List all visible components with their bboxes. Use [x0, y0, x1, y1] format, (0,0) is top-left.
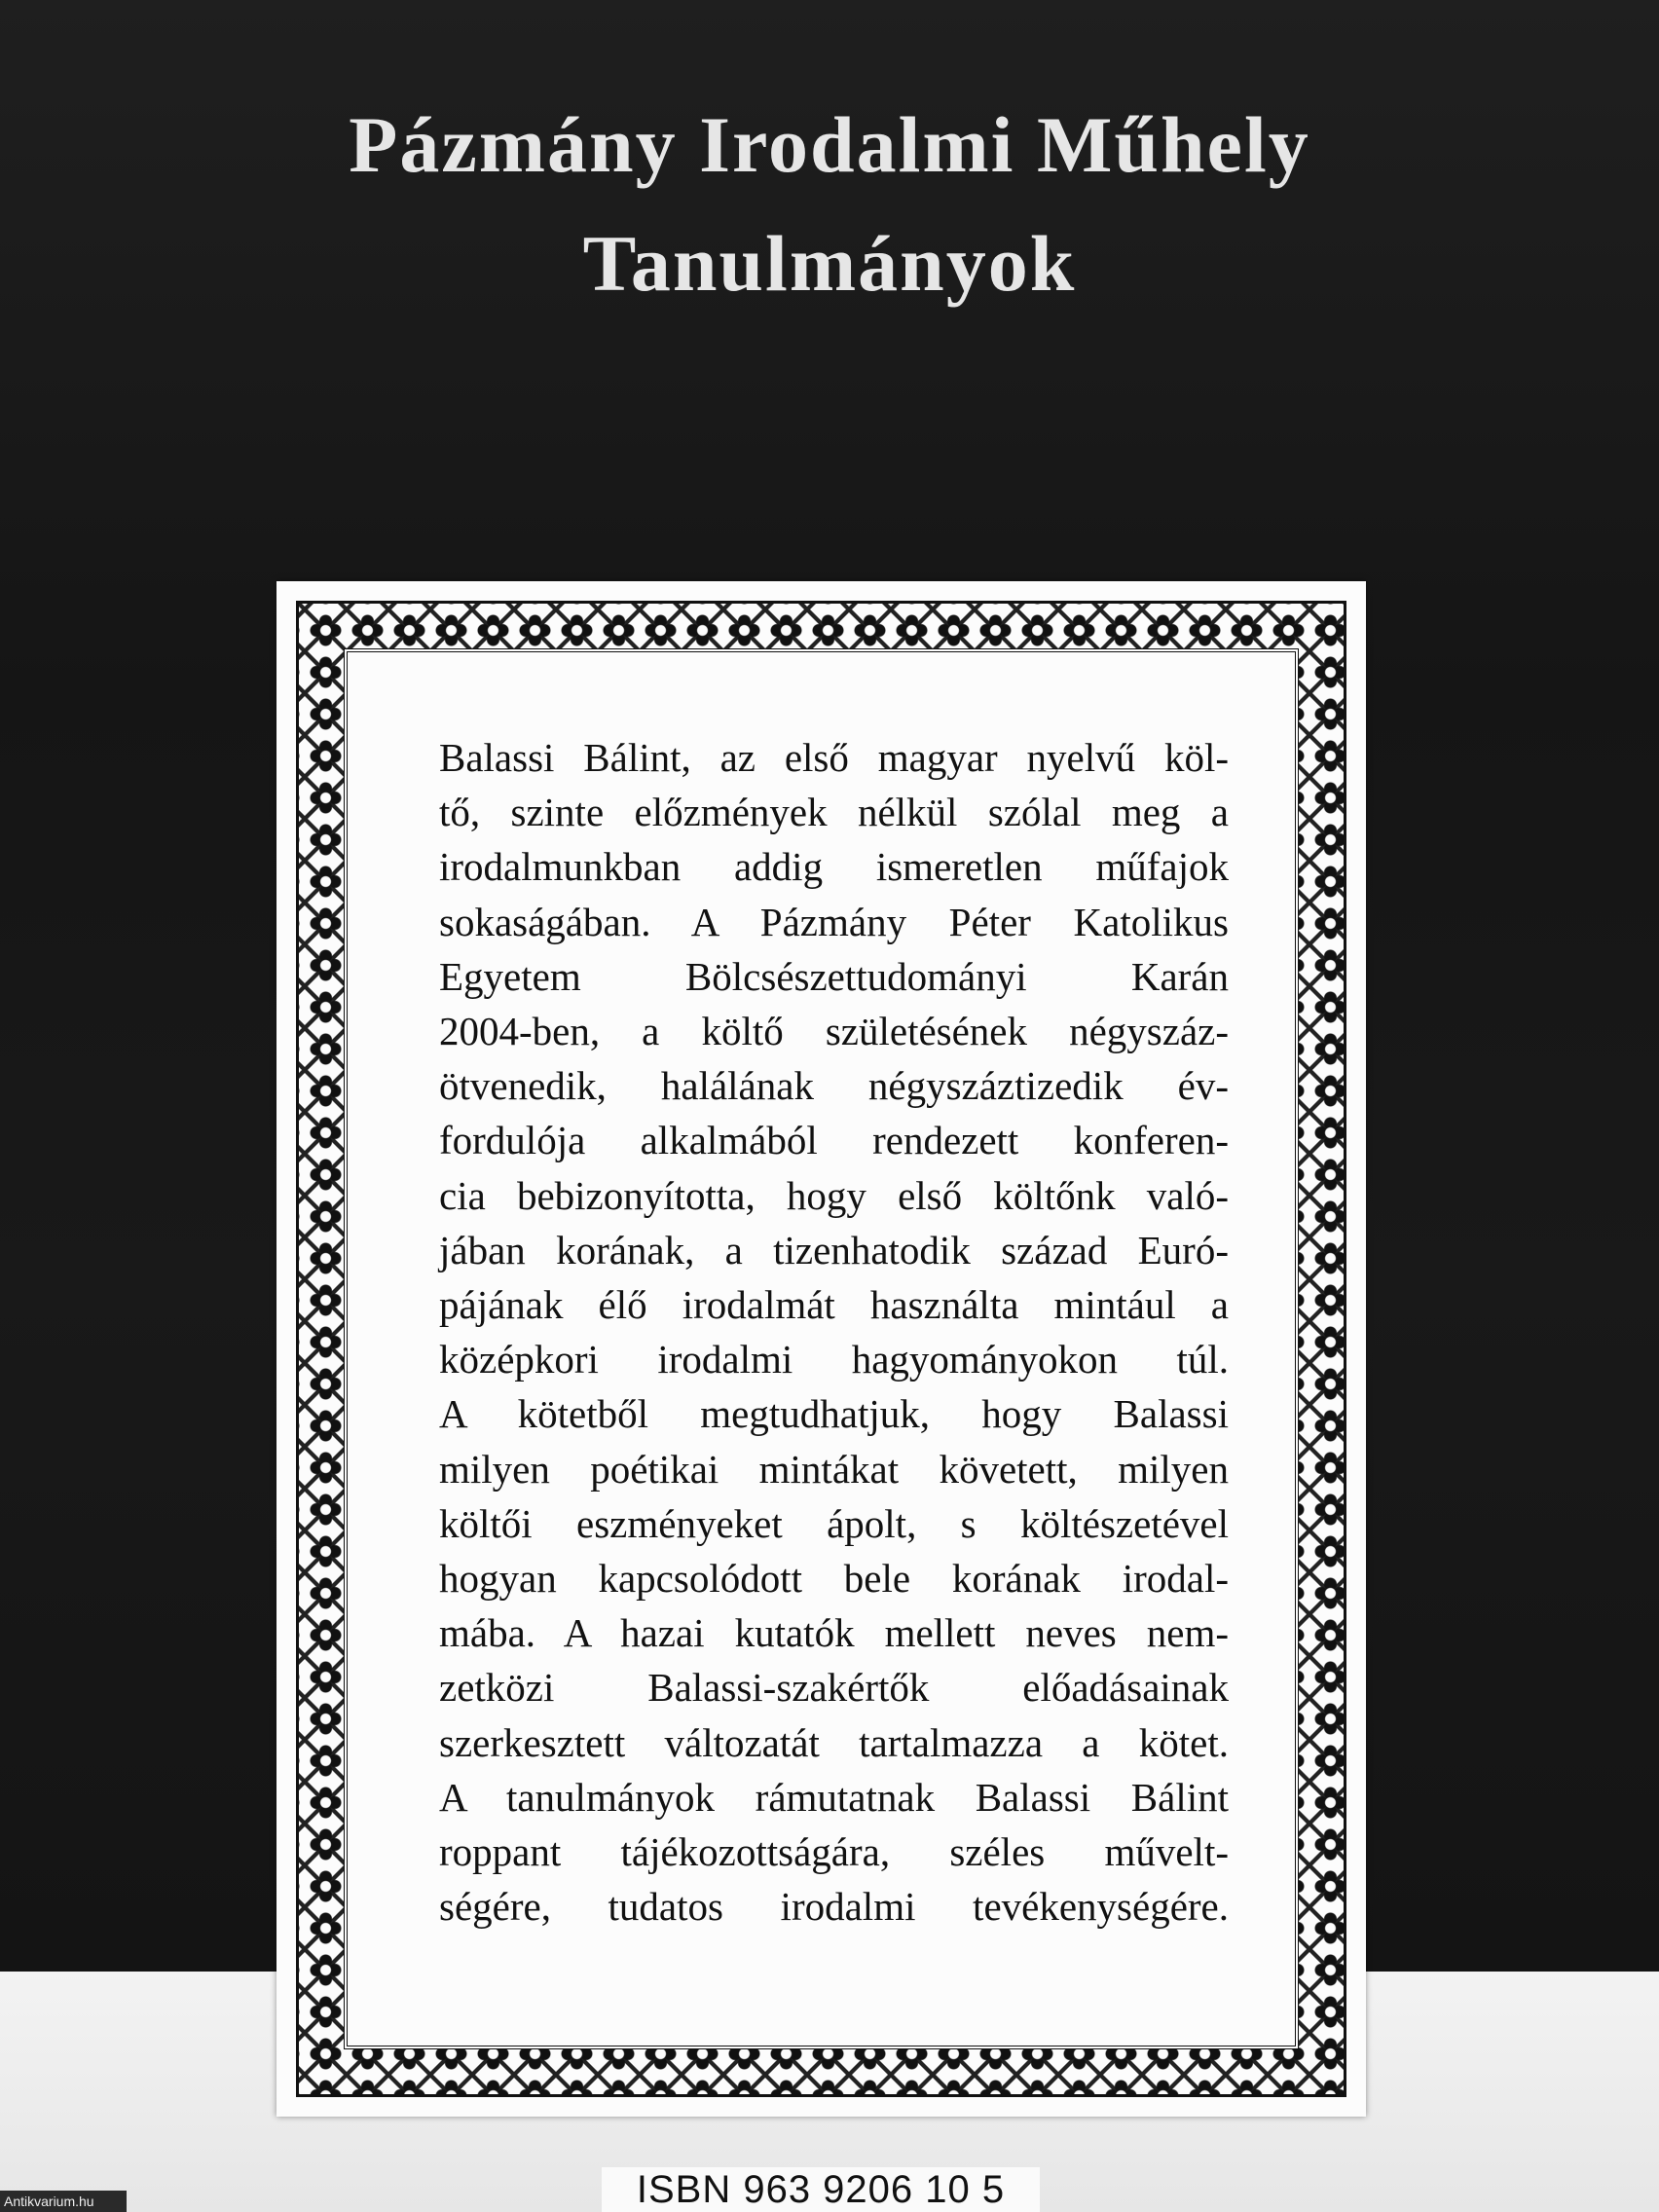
- blurb-panel: [276, 581, 1366, 2117]
- blurb-line: zetközi Balassi-szakértők előadásainak: [439, 1665, 1229, 1711]
- blurb-line: roppant tájékozottságára, széles művelt-: [439, 1829, 1229, 1875]
- blurb-line: tő, szinte előzmények nélkül szólal meg a: [439, 790, 1229, 835]
- blurb-line: költői eszményeket ápolt, s költészetével: [439, 1500, 1229, 1546]
- blurb-line: ötvenedik, halálának négyszáztizedik év-: [439, 1063, 1229, 1109]
- blurb-line: irodalmunkban addig ismeretlen műfajok: [439, 844, 1229, 890]
- blurb-line: sokaságában. A Pázmány Péter Katolikus: [439, 899, 1229, 944]
- blurb-line: A tanulmányok rámutatnak Balassi Bálint: [439, 1774, 1229, 1820]
- blurb-text: [439, 730, 1229, 1934]
- blurb-line: középkori irodalmi hagyományokon túl.: [439, 1337, 1229, 1382]
- isbn-label: ISBN 963 9206 10 5: [602, 2167, 1040, 2212]
- blurb-line: mába. A hazai kutatók mellett neves nem-: [439, 1610, 1229, 1656]
- blurb-line: cia bebizonyította, hogy első költőnk való-: [439, 1172, 1229, 1218]
- series-title-line2: Tanulmányok: [582, 219, 1077, 308]
- blurb-line: 2004-ben, a költő születésének négyszáz-: [439, 1009, 1229, 1054]
- blurb-line: jában korának, a tizenhatodik század Euró-: [439, 1227, 1229, 1272]
- blurb-line: hogyan kapcsolódott bele korának irodal-: [439, 1556, 1229, 1602]
- watermark: Antikvarium.hu: [0, 2191, 127, 2212]
- blurb-line: fordulója alkalmából rendezett konferen-: [439, 1118, 1229, 1163]
- blurb-line: ségére, tudatos irodalmi tevékenységére.: [439, 1884, 1229, 1930]
- blurb-line: milyen poétikai mintákat követett, milyen: [439, 1446, 1229, 1492]
- blurb-line: Balassi Bálint, az első magyar nyelvű köl-: [439, 735, 1229, 780]
- blurb-line: A kötetből megtudhatjuk, hogy Balassi: [439, 1391, 1229, 1437]
- blurb-line: pájának élő irodalmát használta mintául a: [439, 1282, 1229, 1328]
- blurb-line: Egyetem Bölcsészettudományi Karán: [439, 953, 1229, 999]
- series-title-line1: Pázmány Irodalmi Műhely: [349, 100, 1310, 189]
- blurb-line: szerkesztett változatát tartalmazza a kötet.: [439, 1719, 1229, 1765]
- text-frame: [344, 648, 1299, 2049]
